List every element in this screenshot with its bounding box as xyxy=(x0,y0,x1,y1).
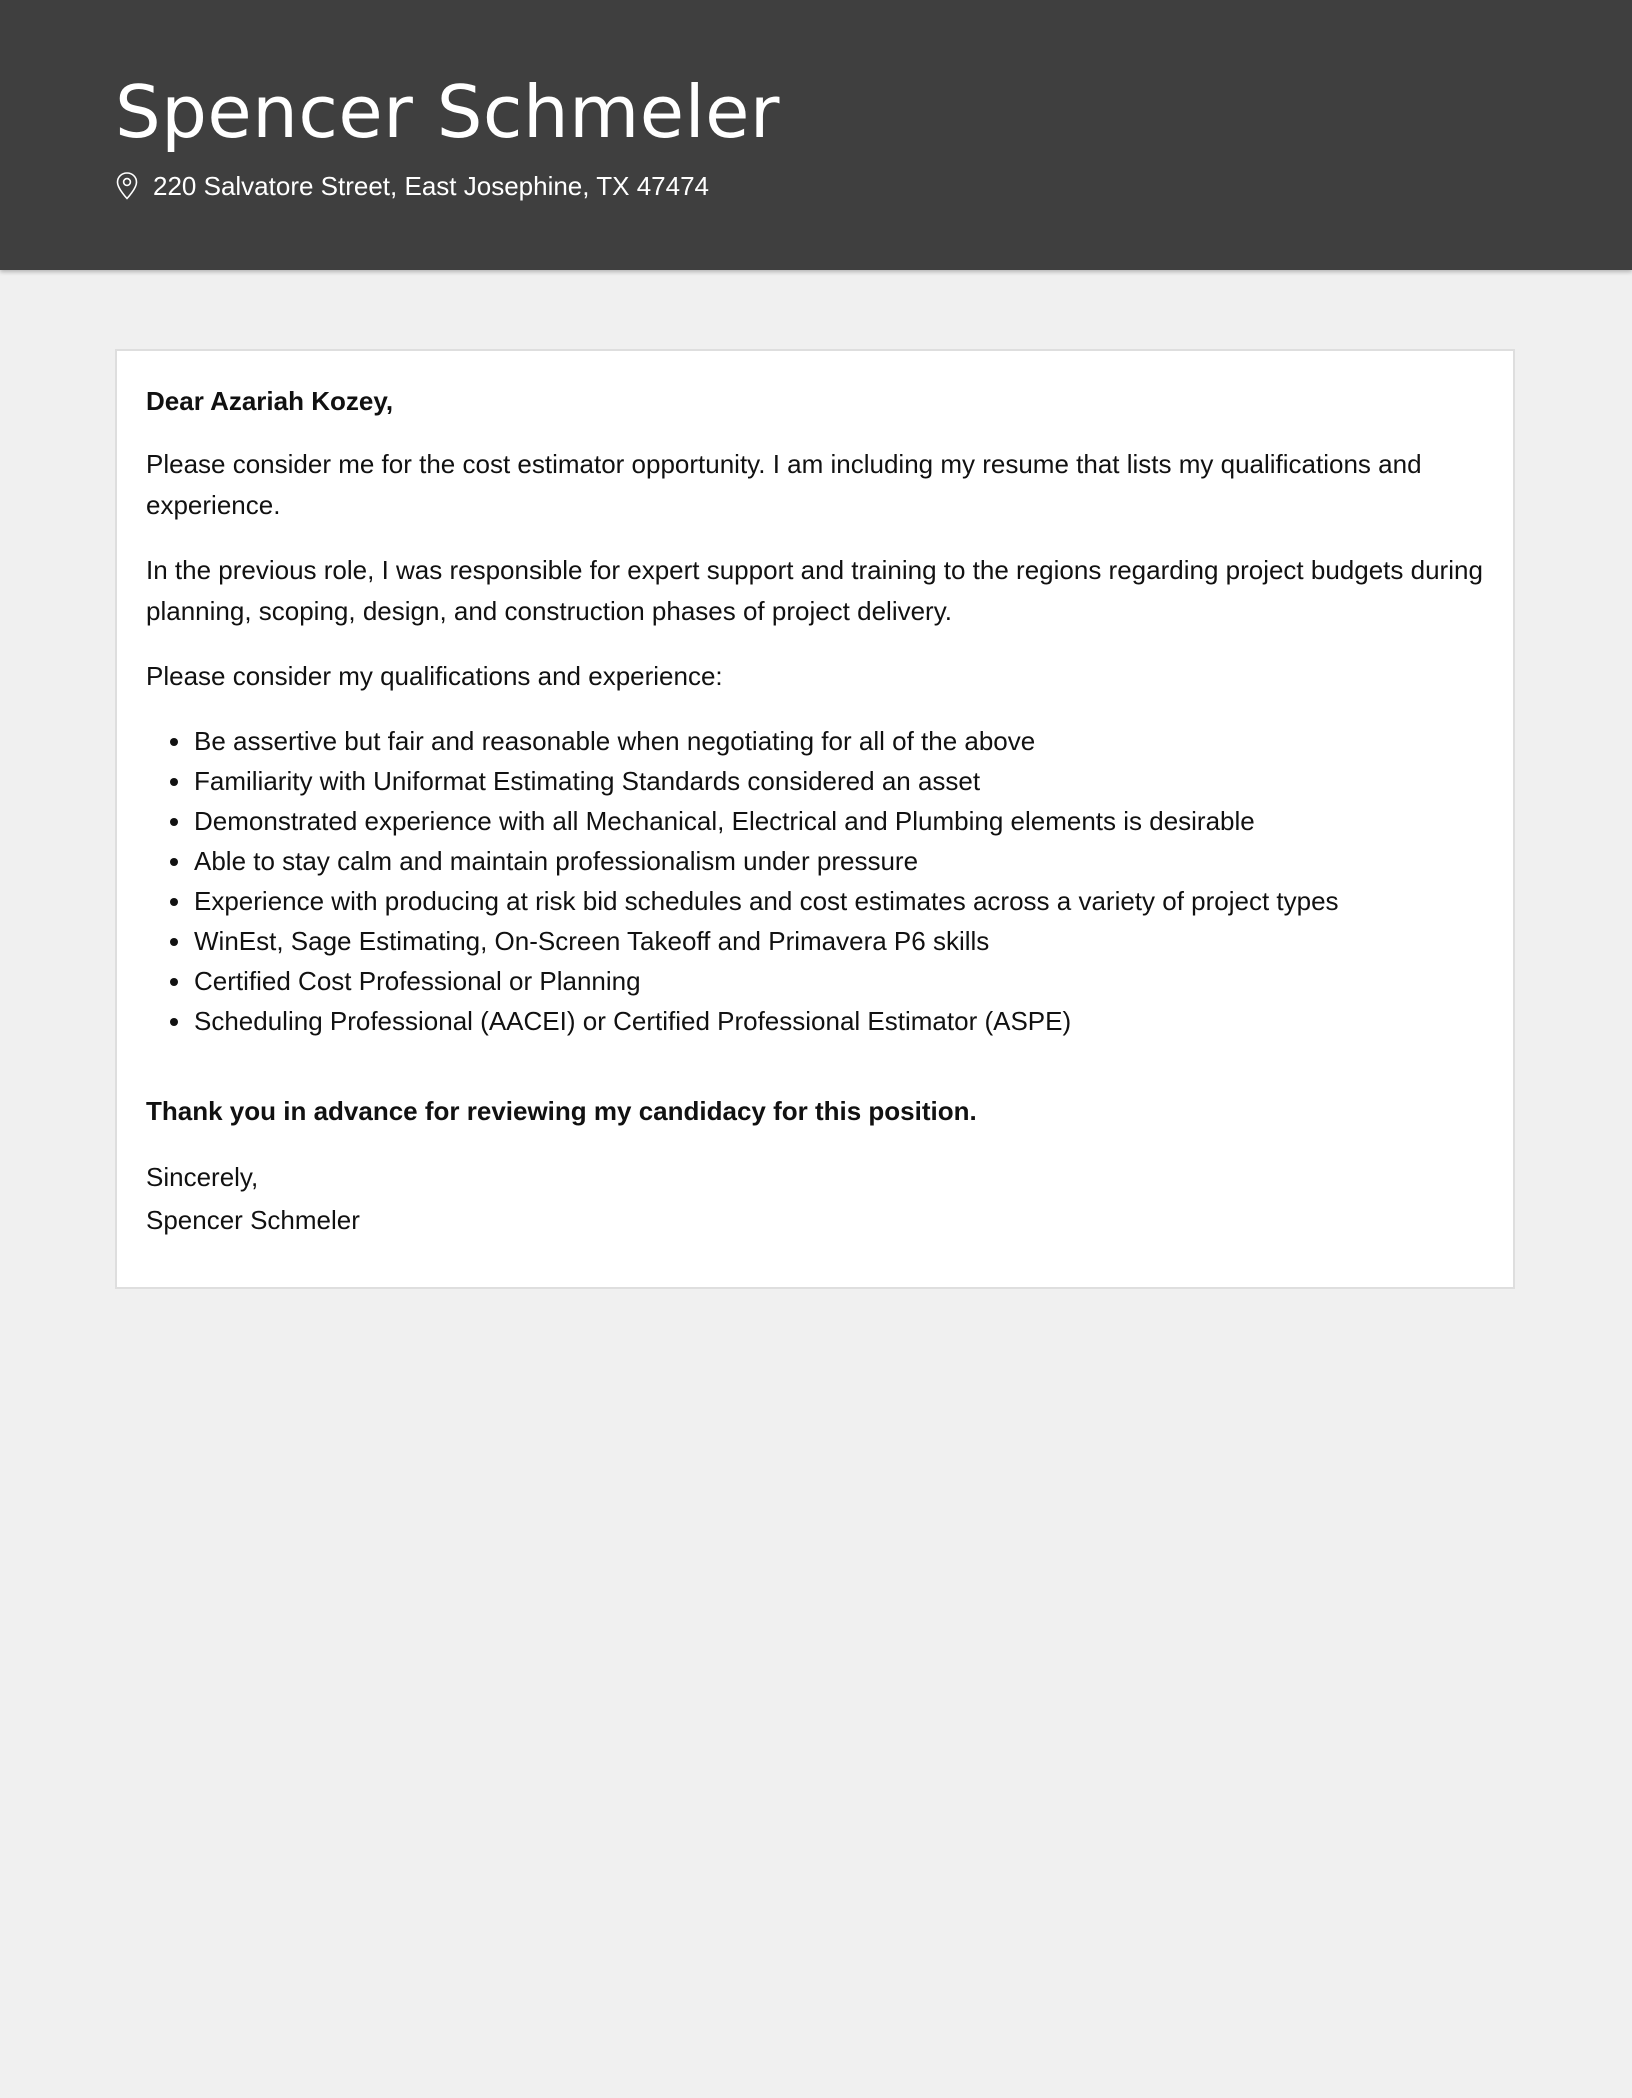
list-item: Certified Cost Professional or Planning xyxy=(194,961,1485,1001)
signature-name: Spencer Schmeler xyxy=(146,1205,360,1235)
closing-line: Thank you in advance for reviewing my candidacy for this position. xyxy=(146,1096,977,1126)
list-item: Demonstrated experience with all Mechanical, Electrical and Plumbing elements is desirable xyxy=(194,801,1485,841)
list-item: Experience with producing at risk bid schedules and cost estimates across a variety of project types xyxy=(194,881,1485,921)
experience-paragraph: In the previous role, I was responsible for expert support and training to the regions regarding project budgets during planning, scoping, design, and construction phases of project delivery. xyxy=(146,555,1483,626)
list-item: Be assertive but fair and reasonable when negotiating for all of the above xyxy=(194,721,1485,761)
list-item: Scheduling Professional (AACEI) or Certified Professional Estimator (ASPE) xyxy=(194,1001,1485,1041)
cover-letter-card xyxy=(115,349,1515,1289)
list-item: Familiarity with Uniformat Estimating Standards considered an asset xyxy=(194,761,1485,801)
address-row xyxy=(115,166,709,206)
salutation: Dear Azariah Kozey, xyxy=(146,386,394,416)
intro-paragraph: Please consider me for the cost estimator opportunity. I am including my resume that lists my qualifications and experience. xyxy=(146,449,1422,520)
map-pin-icon xyxy=(115,171,139,201)
list-item: Able to stay calm and maintain professionalism under pressure xyxy=(194,841,1485,881)
qualifications-list xyxy=(146,721,1485,1041)
list-item: WinEst, Sage Estimating, On-Screen Takeoff and Primavera P6 skills xyxy=(194,921,1485,961)
signoff: Sincerely, xyxy=(146,1162,259,1192)
qualifications-intro: Please consider my qualifications and experience: xyxy=(146,661,723,691)
applicant-name: Spencer Schmeler xyxy=(115,70,780,154)
page-header xyxy=(0,0,1632,270)
applicant-address: 220 Salvatore Street, East Josephine, TX 47474 xyxy=(153,171,709,201)
